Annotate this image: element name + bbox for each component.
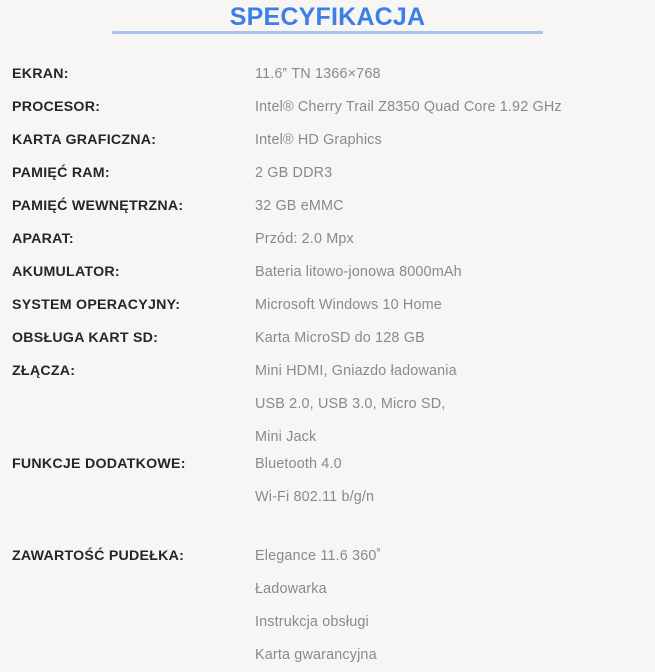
spec-value: 2 GB DDR3 (255, 165, 333, 181)
spec-label: ZŁĄCZA: (12, 363, 76, 379)
spec-value: Karta gwarancyjna (255, 647, 377, 663)
spec-value: USB 2.0, USB 3.0, Micro SD, (255, 396, 446, 412)
spec-label: KARTA GRAFICZNA: (12, 132, 157, 148)
page-title: SPECYFIKACJA (229, 3, 426, 31)
spec-value: Microsoft Windows 10 Home (255, 297, 442, 313)
spec-row (0, 190, 655, 223)
spec-label: PAMIĘĆ RAM: (12, 165, 110, 181)
title-underline-rule (112, 31, 543, 34)
spec-value: Elegance 11.6 360˚ (255, 548, 382, 564)
spec-row (0, 355, 655, 448)
spec-label: PAMIĘĆ WEWNĘTRZNA: (12, 198, 184, 214)
spec-value: Ładowarka (255, 581, 327, 597)
spec-value: Karta MicroSD do 128 GB (255, 330, 425, 346)
spec-value: 11.6‟ TN 1366×768 (255, 66, 381, 82)
spec-row (0, 223, 655, 256)
spec-row (0, 322, 655, 355)
spec-value: Mini Jack (255, 429, 317, 445)
spec-value-group (243, 355, 655, 448)
spec-label: AKUMULATOR: (12, 264, 120, 280)
spec-value-group (243, 540, 655, 666)
spec-row (0, 124, 655, 157)
spec-value: Instrukcja obsługi (255, 614, 369, 630)
spec-label: PROCESOR: (12, 99, 101, 115)
spec-row (0, 289, 655, 322)
spec-label: EKRAN: (12, 66, 69, 82)
spec-value-group (243, 91, 655, 118)
spec-row (0, 448, 655, 508)
spec-value-group (243, 289, 655, 316)
spec-row (0, 91, 655, 124)
spec-value: Intel® HD Graphics (255, 132, 382, 148)
spec-label: SYSTEM OPERACYJNY: (12, 297, 181, 313)
spec-value-group (243, 157, 655, 184)
specification-table (0, 58, 655, 666)
spec-value-group (243, 124, 655, 151)
spec-row (0, 256, 655, 289)
spec-label: APARAT: (12, 231, 74, 247)
spec-row (0, 58, 655, 91)
spec-value: 32 GB eMMC (255, 198, 344, 214)
spec-label: OBSŁUGA KART SD: (12, 330, 159, 346)
spec-value: Bluetooth 4.0 (255, 456, 342, 472)
spec-value-group (243, 256, 655, 283)
spec-label: FUNKCJE DODATKOWE: (12, 456, 186, 472)
spec-value-group (243, 223, 655, 250)
spec-value: Mini HDMI, Gniazdo ładowania (255, 363, 457, 379)
spec-value-group (243, 58, 655, 85)
spec-value: Wi-Fi 802.11 b/g/n (255, 489, 375, 505)
spec-value-group (243, 322, 655, 349)
spec-label: ZAWARTOŚĆ PUDEŁKA: (12, 548, 185, 564)
spec-value: Bateria litowo-jonowa 8000mAh (255, 264, 462, 280)
page-header (0, 0, 655, 32)
spec-value: Intel® Cherry Trail Z8350 Quad Core 1.92 GHz (255, 99, 562, 115)
spec-value: Przód: 2.0 Mpx (255, 231, 354, 247)
spec-row (0, 540, 655, 666)
spec-row (0, 157, 655, 190)
spec-value-group (243, 448, 655, 508)
spec-value-group (243, 190, 655, 217)
